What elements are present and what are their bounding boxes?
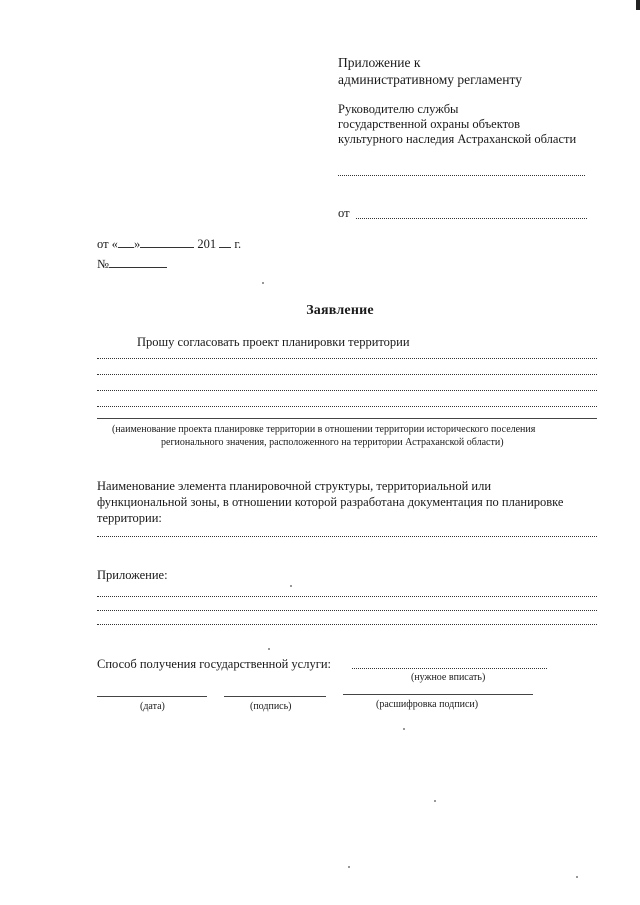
scan-speck bbox=[262, 282, 264, 284]
addressee-line-1: Руководителю службы bbox=[338, 102, 459, 116]
from-label: от bbox=[338, 206, 350, 220]
service-method-blank-line bbox=[352, 668, 547, 669]
date-signature-line bbox=[97, 696, 207, 697]
element-text-line-1: Наименование элемента планировочной структуры, территориальной или bbox=[97, 479, 492, 493]
number-blank bbox=[109, 256, 167, 268]
addressee-line-3: культурного наследия Астраханской области bbox=[338, 132, 577, 146]
date-caption: (дата) bbox=[140, 701, 165, 712]
from-blank-line bbox=[356, 218, 587, 219]
date-quote-close: » bbox=[133, 237, 141, 251]
attachment-line-3 bbox=[97, 624, 597, 625]
appendix-line-2: административному регламенту bbox=[338, 72, 522, 87]
signature-caption: (подпись) bbox=[250, 701, 292, 712]
year-suffix: г. bbox=[234, 237, 242, 251]
date-line bbox=[97, 236, 241, 252]
request-caption-line-1: (наименование проекта планировке территории в отношении территории исторического поселения bbox=[112, 424, 536, 435]
request-line-1 bbox=[97, 358, 597, 359]
scan-corner-mark bbox=[636, 0, 640, 10]
addressee-line-2: государственной охраны объектов bbox=[338, 117, 521, 131]
attachment-line-1 bbox=[97, 596, 597, 597]
request-line-5 bbox=[97, 418, 597, 419]
decryption-caption: (расшифровка подписи) bbox=[376, 699, 479, 710]
month-blank bbox=[140, 236, 194, 248]
addressee-blank-line bbox=[338, 175, 585, 176]
year-prefix: 201 bbox=[197, 237, 217, 251]
request-caption-line-2: регионального значения, расположенного на территории Астраханской области) bbox=[161, 437, 504, 448]
scan-speck bbox=[403, 728, 405, 730]
scan-speck bbox=[268, 648, 270, 650]
attachment-line-2 bbox=[97, 610, 597, 611]
element-text-line-2: функциональной зоны, в отношении которой разработана документация по планировке bbox=[97, 495, 564, 509]
scan-speck bbox=[576, 876, 578, 878]
year-blank bbox=[219, 236, 231, 248]
element-blank-line bbox=[97, 536, 597, 537]
service-method-caption: (нужное вписать) bbox=[411, 672, 486, 683]
request-line-3 bbox=[97, 390, 597, 391]
request-text: Прошу согласовать проект планировки территории bbox=[137, 335, 410, 349]
signature-line bbox=[224, 696, 326, 697]
scan-speck bbox=[290, 585, 292, 587]
attachment-label: Приложение: bbox=[97, 568, 168, 582]
document-title: Заявление bbox=[306, 303, 374, 318]
day-blank bbox=[118, 236, 134, 248]
service-method-label: Способ получения государственной услуги: bbox=[97, 657, 332, 671]
date-prefix: от « bbox=[97, 237, 118, 251]
scan-speck bbox=[348, 866, 350, 868]
appendix-line-1: Приложение к bbox=[338, 55, 421, 70]
number-line bbox=[97, 256, 167, 272]
element-text-line-3: территории: bbox=[97, 511, 162, 525]
request-line-2 bbox=[97, 374, 597, 375]
number-label: № bbox=[97, 257, 109, 271]
scan-speck bbox=[434, 800, 436, 802]
decryption-line bbox=[343, 694, 533, 695]
request-line-4 bbox=[97, 406, 597, 407]
